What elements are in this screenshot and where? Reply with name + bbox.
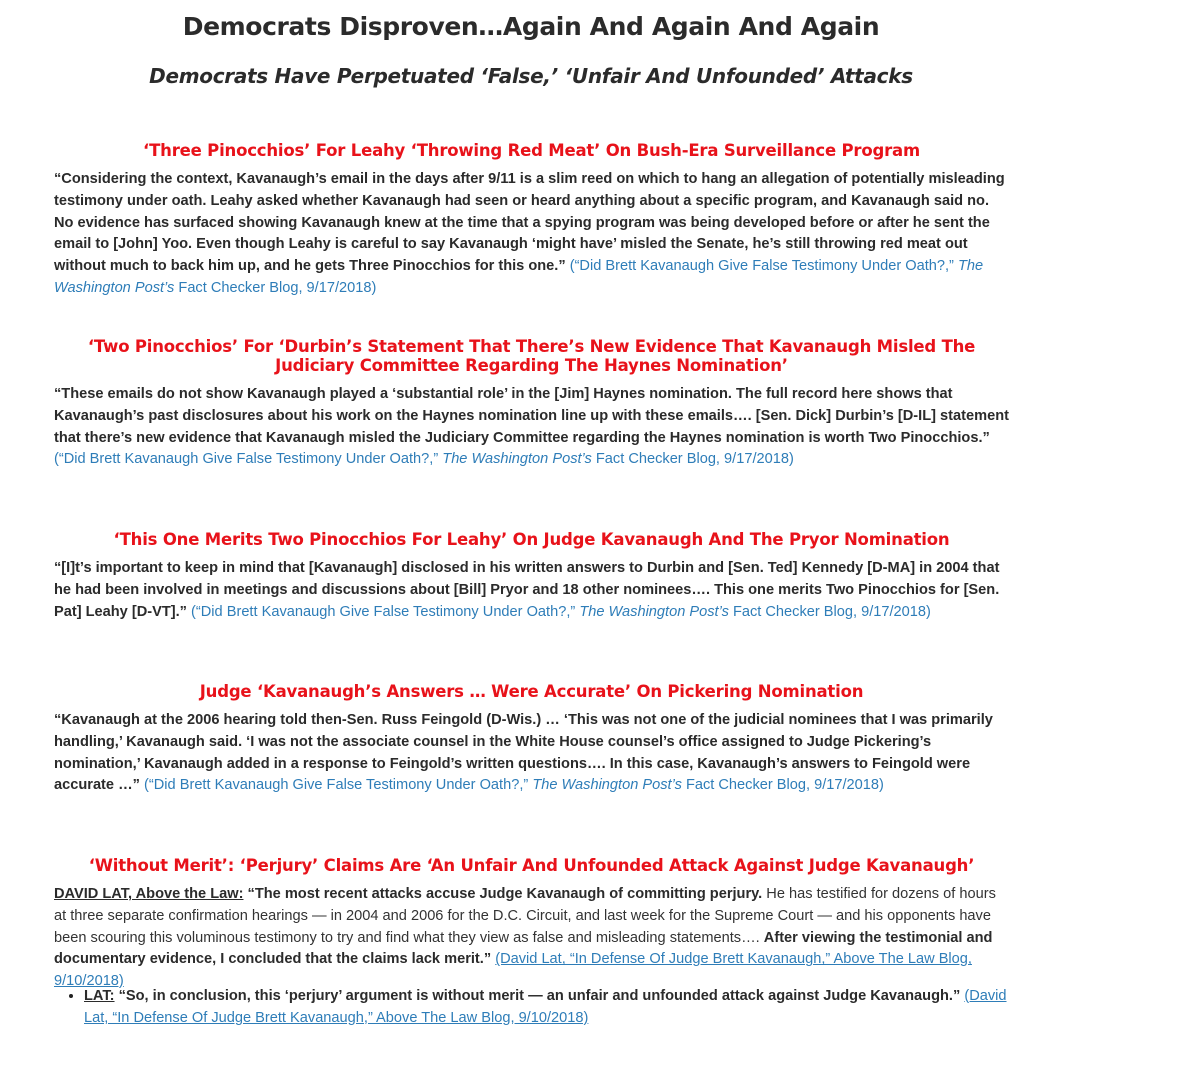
section-leahy-pryor <box>54 530 1009 623</box>
section-heading: ‘Without Merit’: ‘Perjury’ Claims Are ‘An Unfair And Unfounded Attack Against Judge Kavanaugh’ <box>88 856 975 875</box>
section-pickering <box>54 682 1009 797</box>
citation-title: (“Did Brett Kavanaugh Give False Testimony Under Oath?,” <box>569 258 954 275</box>
citation-publication: The Washington Post’s <box>532 777 682 794</box>
section-body <box>54 558 1009 623</box>
section-heading: ‘This One Merits Two Pinocchios For Leahy’ On Judge Kavanaugh And The Pryor Nomination <box>113 530 950 549</box>
section-perjury-claims <box>54 856 1009 993</box>
citation-source: Fact Checker Blog, 9/17/2018) <box>595 451 794 468</box>
citation-source: Fact Checker Blog, 9/17/2018) <box>178 279 377 296</box>
section-heading: ‘Two Pinocchios’ For ‘Durbin’s Statement That There’s New Evidence That Kavanaugh Misled The Judiciary Committee Regarding The Haynes Nomination’ <box>87 337 976 375</box>
page-title: Democrats Disproven…Again And Again And Again <box>182 12 880 41</box>
quote-text: “These emails do not show Kavanaugh played a ‘substantial role’ in the [Jim] Haynes nomination. The full record here shows that Kavanaugh’s past disclosures about his work on the Haynes nomination line up with these emails…. [Sen. Dick] Durbin’s [D-IL] statement that there’s new evidence that Kavanaugh misled the Judiciary Committee regarding the Haynes nomination is worth Two Pinocchios.” <box>54 386 1009 446</box>
citation-link[interactable]: (David Lat, “In Defense Of Judge Brett Kavanaugh,” Above The Law Blog, 9/10/2018) <box>84 988 1007 1026</box>
quote-text: “[I]t’s important to keep in mind that [Kavanaugh] disclosed in his written answers to Durbin and [Sen. Ted] Kennedy [D-MA] in 2004 that he had been involved in meetings and discussions about [Bill] Pryor and 18 other nominees…. This one merits Two Pinocchios for [Sen. Pat] Leahy [D-VT].” <box>54 560 1000 620</box>
bullet-list <box>54 986 1034 1030</box>
quote-bold-conclusion: After viewing the testimonial and documentary evidence, I concluded that the claims lack merit.” <box>54 929 993 968</box>
quote-text: “Kavanaugh at the 2006 hearing told then-Sen. Russ Feingold (D-Wis.) … ‘This was not one of the judicial nominees that I was primarily handling,’ Kavanaugh said. ‘I was not the associate counsel in the White House counsel’s office assigned to Judge Pickering’s nomination,’ Kavanaugh added in a response to Feingold’s written questions…. In this case, Kavanaugh’s answers to Feingold were accurate …” <box>54 712 993 794</box>
citation-title: (“Did Brett Kavanaugh Give False Testimony Under Oath?,” <box>191 603 576 620</box>
citation-source: Fact Checker Blog, 9/17/2018) <box>732 603 931 620</box>
section-durbin-haynes <box>54 337 1009 471</box>
section-body <box>54 384 1009 471</box>
citation-title: (“Did Brett Kavanaugh Give False Testimony Under Oath?,” <box>144 777 529 794</box>
citation-publication: The Washington Post’s <box>442 451 592 468</box>
section-body <box>54 169 1009 300</box>
quote-text: “So, in conclusion, this ‘perjury’ argument is without merit — an unfair and unfounded attack against Judge Kavanaugh.” <box>118 988 961 1004</box>
citation <box>54 451 794 467</box>
section-body <box>54 884 1009 993</box>
list-item <box>84 986 1034 1030</box>
citation-source: Fact Checker Blog, 9/17/2018) <box>685 777 884 794</box>
speaker-label: LAT: <box>84 988 115 1004</box>
section-heading: Judge ‘Kavanaugh’s Answers … Were Accurate’ On Pickering Nomination <box>199 682 864 701</box>
quote-plain: He has testified for dozens of hours at three separate confirmation hearings — in 2004 and 2006 for the D.C. Circuit, and last week for the Supreme Court — and his opponents have been scouring this voluminous testimony to try and find what they view as false and misleading statements…. <box>54 886 996 946</box>
section-body <box>54 710 1009 797</box>
quote-bold-lead: “The most recent attacks accuse Judge Kavanaugh of committing perjury. <box>247 886 763 902</box>
citation-publication: The Washington Post’s <box>579 603 729 620</box>
citation <box>144 777 884 793</box>
citation <box>191 604 931 620</box>
citation-link[interactable]: (David Lat, “In Defense Of Judge Brett Kavanaugh,” Above The Law Blog, 9/10/2018) <box>54 951 972 990</box>
page-subtitle: Democrats Have Perpetuated ‘False,’ ‘Unfair And Unfounded’ Attacks <box>149 64 913 88</box>
speaker-label: DAVID LAT, Above the Law: <box>54 886 244 902</box>
section-heading: ‘Three Pinocchios’ For Leahy ‘Throwing Red Meat’ On Bush-Era Surveillance Program <box>143 141 920 160</box>
citation-title: (“Did Brett Kavanaugh Give False Testimony Under Oath?,” <box>54 451 439 468</box>
quote-text: “Considering the context, Kavanaugh’s email in the days after 9/11 is a slim reed on which to hang an allegation of potentially misleading testimony under oath. Leahy asked whether Kavanaugh had seen or heard anything about a specific program, and Kavanaugh said no. No evidence has surfaced showing Kavanaugh knew at the time that a spying program was being developed before or after he sent the email to [John] Yoo. Even though Leahy is careful to say Kavanaugh ‘might have’ misled the Senate, he’s still throwing red meat out without much to back him up, and he gets Three Pinocchios for this one.” <box>54 171 1005 275</box>
citation-publication: The Washington Post’s <box>54 258 984 296</box>
section-leahy-surveillance <box>54 141 1009 300</box>
